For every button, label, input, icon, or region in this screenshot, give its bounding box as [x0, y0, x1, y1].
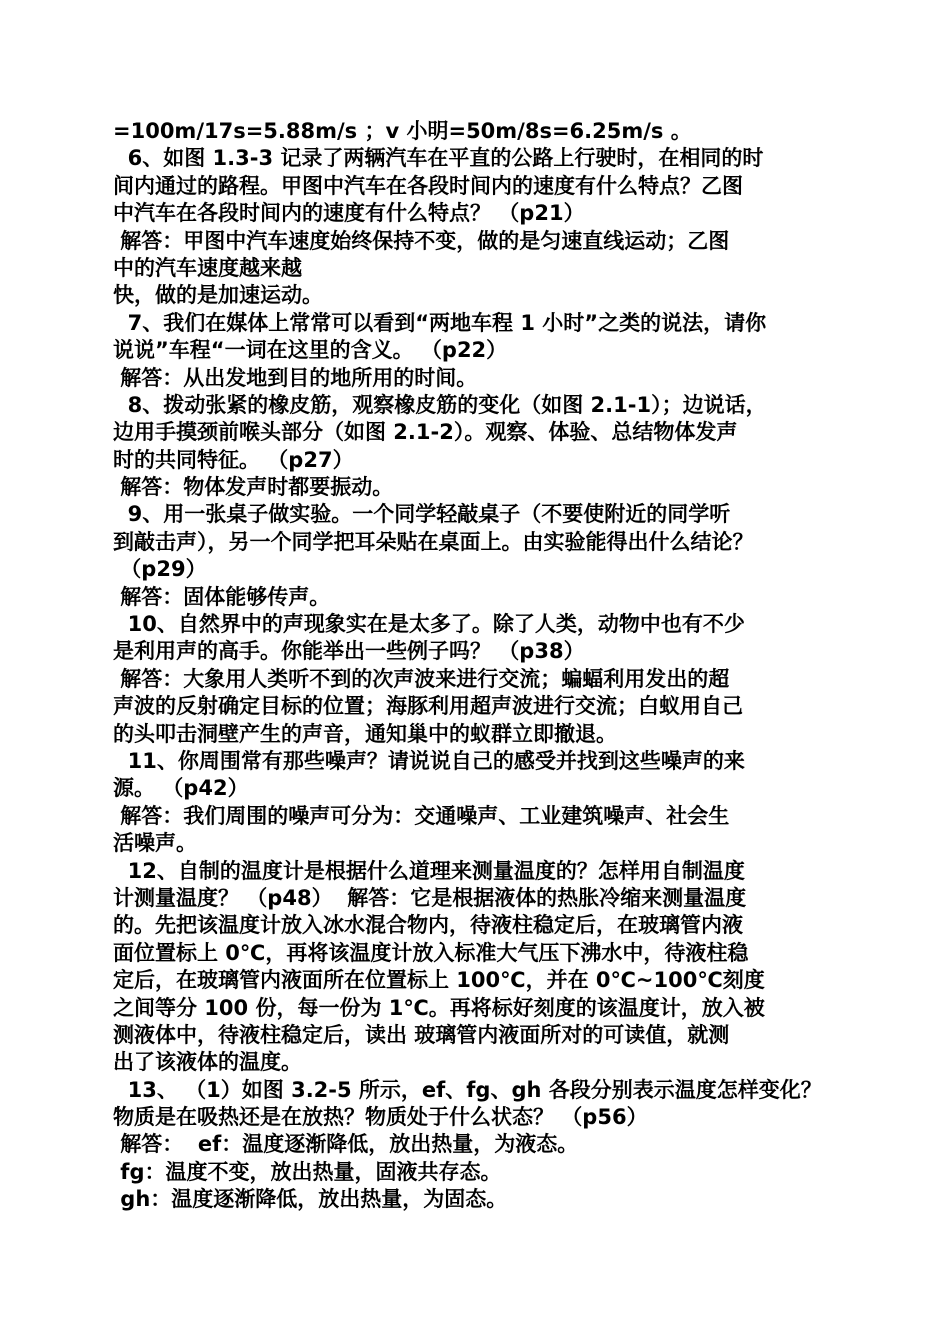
text-line: 说说”车程“一词在这里的含义。 （p22） — [113, 338, 508, 363]
text-line: 解答：大象用人类听不到的次声波来进行交流；蝙蝠利用发出的超 — [113, 666, 730, 691]
text-line: 是利用声的高手。你能举出一些例子吗？ （p38） — [113, 639, 585, 664]
text-line: 间内通过的路程。甲图中汽车在各段时间内的速度有什么特点？乙图 — [113, 173, 743, 198]
text-line: 的。先把该温度计放入冰水混合物内，待液柱稳定后，在玻璃管内液 — [113, 913, 743, 938]
text-line: 的头叩击洞壁产生的声音，通知巢中的蚁群立即撤退。 — [113, 721, 617, 746]
text-line: 中的汽车速度越来越 — [113, 255, 302, 280]
text-line: 9、用一张桌子做实验。一个同学轻敲桌子（不要使附近的同学听 — [113, 502, 731, 527]
text-line: 7、我们在媒体上常常可以看到“两地车程 1 小时”之类的说法，请你 — [113, 310, 767, 335]
text-line: 解答：从出发地到目的地所用的时间。 — [113, 365, 478, 390]
text-line: 活噪声。 — [113, 831, 197, 856]
text-line: 面位置标上 0℃，再将该温度计放入标准大气压下沸水中，待液柱稳 — [113, 940, 749, 965]
text-line: 解答：我们周围的噪声可分为：交通噪声、工业建筑噪声、社会生 — [113, 803, 730, 828]
text-line: 解答： ef：温度逐渐降低，放出热量，为液态。 — [113, 1132, 579, 1157]
text-line: 快，做的是加速运动。 — [113, 283, 323, 308]
text-line: 源。 （p42） — [113, 776, 249, 801]
text-line: 声波的反射确定目标的位置；海豚利用超声波进行交流；白蚁用自己 — [113, 694, 743, 719]
text-line: fg：温度不变，放出热量，固液共存态。 — [113, 1159, 502, 1184]
text-line: 时的共同特征。 （p27） — [113, 447, 354, 472]
text-line: 到敲击声），另一个同学把耳朵贴在桌面上。由实验能得出什么结论？ — [113, 529, 754, 554]
text-line: 解答：固体能够传声。 — [113, 584, 331, 609]
text-line: 8、拨动张紧的橡皮筋，观察橡皮筋的变化（如图 2.1-1）；边说话， — [113, 392, 767, 417]
text-line: 12、自制的温度计是根据什么道理来测量温度的？怎样用自制温度 — [113, 858, 745, 883]
text-line: 边用手摸颈前喉头部分（如图 2.1-2）。观察、体验、总结物体发声 — [113, 420, 738, 445]
text-line: （p29） — [113, 557, 207, 582]
text-line: 解答：物体发声时都要振动。 — [113, 475, 394, 500]
text-line: 出了该液体的温度。 — [113, 1050, 302, 1075]
text-line: 定后，在玻璃管内液面所在位置标上 100℃，并在 0℃~100℃刻度 — [113, 968, 765, 993]
text-line: 11、你周围常有那些噪声？请说说自己的感受并找到这些噪声的来 — [113, 748, 745, 773]
text-line: 计测量温度？ （p48） 解答：它是根据液体的热胀冷缩来测量温度 — [113, 885, 747, 910]
text-line: 之间等分 100 份，每一份为 1℃。再将标好刻度的该温度计，放入被 — [113, 995, 765, 1020]
text-line: 中汽车在各段时间内的速度有什么特点？ （p21） — [113, 201, 585, 226]
text-line: 解答：甲图中汽车速度始终保持不变，做的是匀速直线运动；乙图 — [113, 228, 730, 253]
document-text — [113, 118, 853, 1214]
text-line: 10、自然界中的声现象实在是太多了。除了人类，动物中也有不少 — [113, 612, 745, 637]
text-line: 13、 （1）如图 3.2-5 所示，ef、fg、gh 各段分别表示温度怎样变化？ — [113, 1077, 822, 1102]
text-line: 测液体中，待液柱稳定后，读出 玻璃管内液面所对的可读值，就测 — [113, 1022, 730, 1047]
text-line: gh：温度逐渐降低，放出热量，为固态。 — [113, 1187, 508, 1212]
text-line: =100m/17s=5.88m/s ；v 小明=50m/8s=6.25m/s 。 — [113, 119, 692, 143]
text-line: 物质是在吸热还是在放热？物质处于什么状态？ （p56） — [113, 1105, 648, 1130]
text-line: 6、如图 1.3-3 记录了两辆汽车在平直的公路上行驶时，在相同的时 — [113, 146, 764, 171]
